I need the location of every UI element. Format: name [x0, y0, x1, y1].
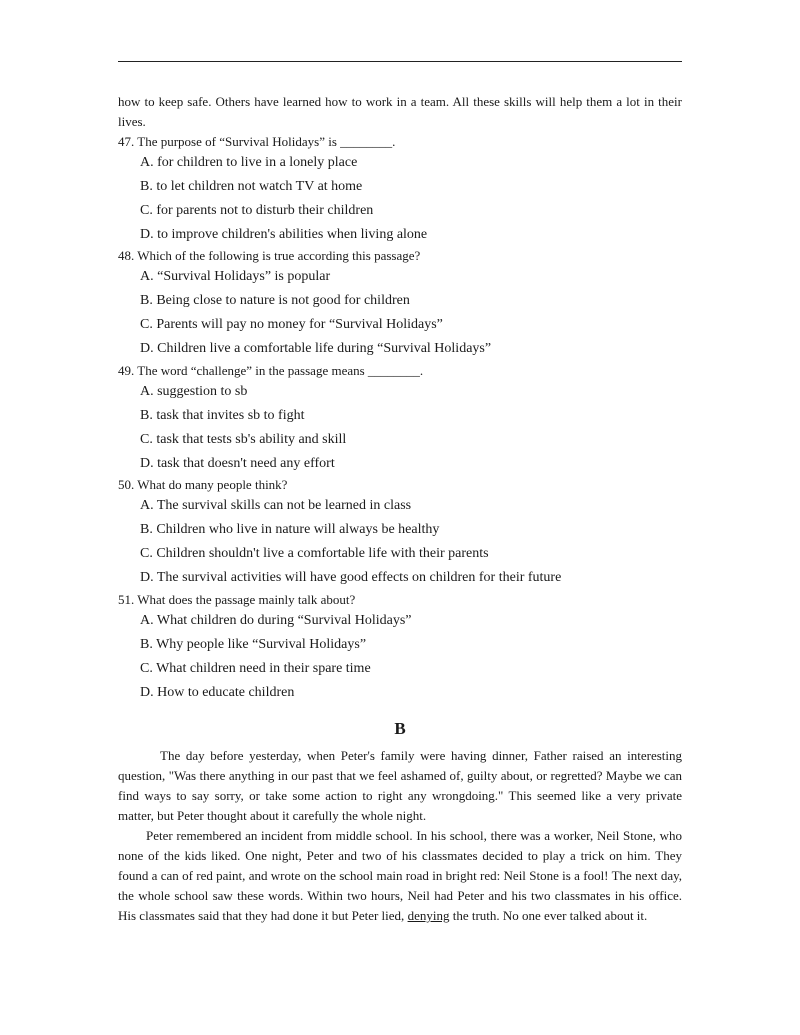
question-51 [118, 591, 682, 705]
passage-b [118, 746, 682, 926]
option-c: C. Parents will pay no money for “Survival Holidays” [140, 317, 443, 332]
question-stem: 47. The purpose of “Survival Holidays” is ________. [118, 134, 396, 149]
option-a: A. What children do during “Survival Holidays” [140, 613, 412, 628]
option-d: D. The survival activities will have good effects on children for their future [140, 570, 562, 585]
option-c: C. Children shouldn't live a comfortable life with their parents [140, 546, 489, 561]
paragraph-2-text-after: the truth. No one ever talked about it. [449, 908, 648, 923]
passage-a-continuation [118, 92, 682, 132]
option-b: B. Being close to nature is not good for children [140, 293, 410, 308]
question-stem: 49. The word “challenge” in the passage means ________. [118, 363, 424, 378]
option-a: A. suggestion to sb [140, 384, 248, 399]
option-c: C. What children need in their spare time [140, 661, 371, 676]
header-rule [118, 61, 682, 62]
passage-a-text: how to keep safe. Others have learned how to work in a team. All these skills will help them a lot in their lives. [118, 94, 682, 129]
paragraph-2-text-before: Peter remembered an incident from middle school. In his school, there was a worker, Neil Stone, who none of the kids liked. One night, Peter and two of his classmates decided to play a trick on him. They found a can of red paint, and wrote on the school main road in bright red: Neil Stone is a fool! The next day, the whole school saw these words. Within two hours, Neil had Peter and his two classmates in his office. His classmates said that they had done it but Peter lied, [118, 828, 682, 923]
option-d: D. How to educate children [140, 685, 295, 700]
option-a: A. “Survival Holidays” is popular [140, 269, 331, 284]
option-b: B. Why people like “Survival Holidays” [140, 637, 367, 652]
underlined-word-denying: denying [407, 908, 450, 923]
option-c: C. for parents not to disturb their children [140, 203, 374, 218]
option-c: C. task that tests sb's ability and skill [140, 432, 347, 447]
option-b: B. to let children not watch TV at home [140, 179, 363, 194]
option-a: A. for children to live in a lonely place [140, 155, 358, 170]
option-d: D. task that doesn't need any effort [140, 456, 335, 471]
question-47 [118, 133, 682, 247]
option-d: D. Children live a comfortable life during “Survival Holidays” [140, 341, 492, 356]
passage-b-paragraph-1: The day before yesterday, when Peter's family were having dinner, Father raised an interesting question, "Was there anything in our past that we feel ashamed of, guilty about, or regretted? Maybe we can find ways to say sorry, or take some action to right any wrongdoing." This seemed like a very private matter, but Peter thought about it carefully the whole night. [118, 748, 682, 823]
option-b: B. task that invites sb to fight [140, 408, 305, 423]
question-50 [118, 476, 682, 590]
question-48 [118, 247, 682, 361]
passage-b-paragraph-2 [118, 826, 682, 926]
question-stem: 48. Which of the following is true according this passage? [118, 248, 421, 263]
question-49 [118, 362, 682, 476]
option-a: A. The survival skills can not be learned in class [140, 498, 412, 513]
option-b: B. Children who live in nature will always be healthy [140, 522, 440, 537]
question-stem: 51. What does the passage mainly talk about? [118, 592, 356, 607]
section-b-title: B [394, 719, 406, 738]
option-d: D. to improve children's abilities when living alone [140, 227, 428, 242]
question-stem: 50. What do many people think? [118, 477, 288, 492]
